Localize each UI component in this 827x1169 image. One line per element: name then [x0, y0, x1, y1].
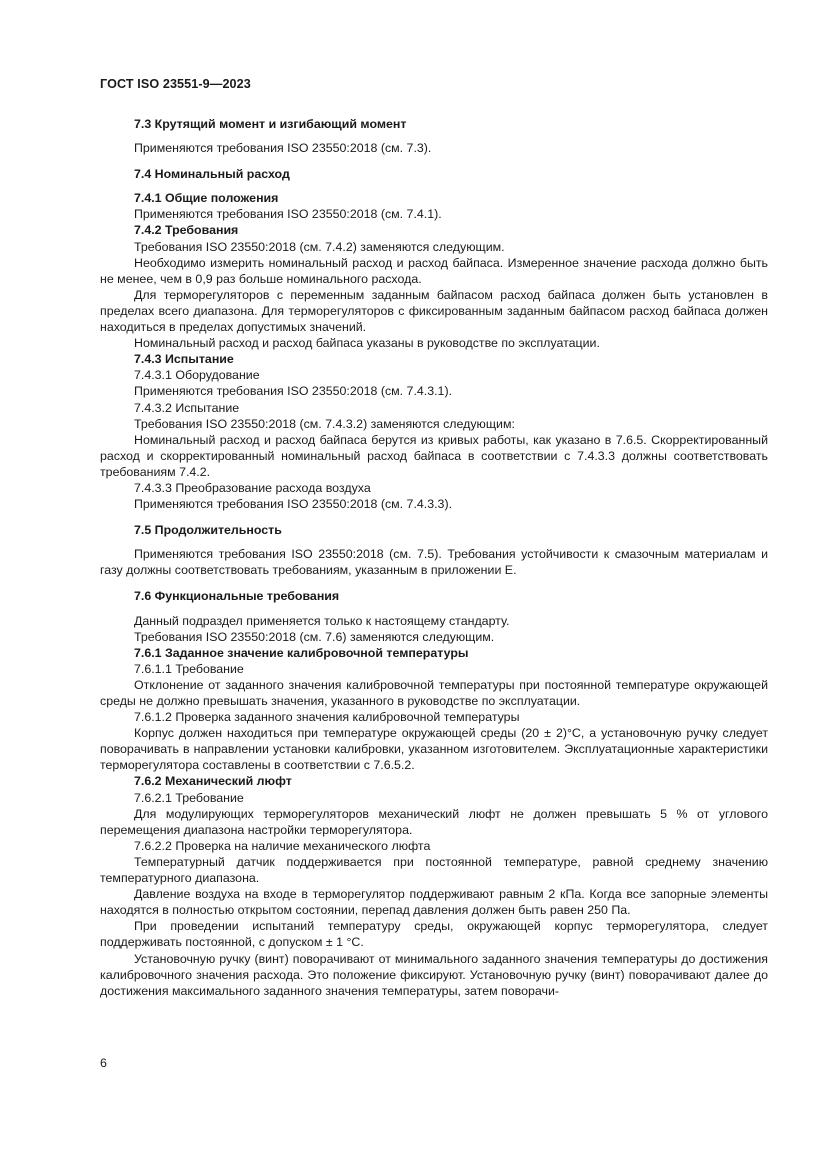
section-7-6-2-title: 7.6.2 Механический люфт — [134, 774, 292, 789]
paragraph: Отклонение от заданного значения калибровочной температуры при постоянной температуре окружающей среды не должно превышать значения, указанного в руководстве по эксплуатации. — [100, 677, 768, 708]
paragraph: Давление воздуха на входе в терморегулятор поддерживают равным 2 кПа. Когда все запорные элементы находятся в полностью открытом состоянии, перепад давления должен быть равен 250 Па. — [100, 887, 768, 918]
section-7-3-title: 7.3 Крутящий момент и изгибающий момент — [134, 117, 407, 131]
section-7-4-3-1-title: 7.4.3.1 Оборудование — [134, 368, 260, 383]
section-7-4-1-title: 7.4.1 Общие положения — [134, 191, 279, 206]
paragraph: Корпус должен находиться при температуре окружающей среды (20 ± 2)°С, а установочную ручку следует поворачивать в направлении установки калибровки, указанном изготовителем. Эксплуатационные характеристики терморегулятора составлены в соответствии с 7.6.5.2. — [100, 726, 768, 773]
paragraph: Установочную ручку (винт) поворачивают от минимального заданного значения температуры до достижения калибровочного значения расхода. Это положение фиксируют. Установочную ручку (винт) поворачивают далее до достижения максимального заданного значения температуры, затем поворачи- — [100, 951, 768, 998]
paragraph: Необходимо измерить номинальный расход и расход байпаса. Измеренное значение расхода должно быть не менее, чем в 0,9 раз больше номинального расхода. — [100, 255, 768, 286]
paragraph: Применяются требования ISO 23550:2018 (см. 7.4.1). — [134, 207, 442, 222]
section-7-6-2-2-title: 7.6.2.2 Проверка на наличие механического люфта — [134, 838, 431, 853]
section-7-6-1-1-title: 7.6.1.1 Требование — [134, 661, 244, 676]
section-7-4-title: 7.4 Номинальный расход — [134, 167, 290, 182]
paragraph: Применяются требования ISO 23550:2018 (см. 7.4.3.1). — [134, 384, 453, 399]
paragraph: Для терморегуляторов с переменным заданным байпасом расход байпаса должен быть установлен в пределах всего диапазона. Для терморегуляторов с фиксированным заданным байпасом расход байпаса должен находиться в пределах допустимых значений. — [100, 287, 768, 335]
paragraph: Требования ISO 23550:2018 (см. 7.4.3.2) заменяются следующим: — [134, 416, 515, 431]
section-7-5-title: 7.5 Продолжительность — [134, 523, 282, 538]
paragraph: Применяются требования ISO 23550:2018 (см. 7.5). Требования устойчивости к смазочным материалам и газу должны соответствовать требованиям, указанным в приложении E. — [100, 547, 768, 578]
paragraph: Требования ISO 23550:2018 (см. 7.6) заменяются следующим. — [134, 629, 495, 644]
section-7-6-1-title: 7.6.1 Заданное значение калибровочной температуры — [134, 645, 469, 660]
section-7-4-3-3-title: 7.4.3.3 Преобразование расхода воздуха — [134, 480, 371, 495]
section-7-4-3-2-title: 7.4.3.2 Испытание — [134, 400, 240, 415]
paragraph: Данный подраздел применяется только к настоящему стандарту. — [134, 613, 510, 628]
paragraph: Номинальный расход и расход байпаса указаны в руководстве по эксплуатации. — [134, 336, 600, 351]
paragraph: Требования ISO 23550:2018 (см. 7.4.2) заменяются следующим. — [134, 239, 505, 254]
document-code: ГОСТ ISO 23551-9—2023 — [100, 77, 251, 91]
paragraph: Номинальный расход и расход байпаса берутся из кривых работы, как указано в 7.6.5. Скорректированный расход и скорректированный номинальный расход байпаса в соответствии с 7.4.3.3 должны соответствовать требованиям 7.4.2. — [100, 432, 768, 479]
section-7-6-2-1-title: 7.6.2.1 Требование — [134, 790, 244, 805]
section-7-6-1-2-title: 7.6.1.2 Проверка заданного значения калибровочной температуры — [134, 710, 520, 725]
section-7-4-2-title: 7.4.2 Требования — [134, 223, 239, 238]
paragraph: Применяются требования ISO 23550:2018 (см. 7.4.3.3). — [134, 497, 453, 512]
page-number: 6 — [100, 1056, 107, 1070]
paragraph: Применяются требования ISO 23550:2018 (см. 7.3). — [134, 141, 432, 156]
document-body — [100, 116, 768, 999]
paragraph: Температурный датчик поддерживается при постоянной температуре, равной среднему значению температурного диапазона. — [100, 854, 768, 886]
paragraph: Для модулирующих терморегуляторов механический люфт не должен превышать 5 % от углового перемещения диапазона настройки терморегулятора. — [100, 806, 768, 837]
section-7-4-3-title: 7.4.3 Испытание — [134, 352, 234, 367]
paragraph: При проведении испытаний температуру среды, окружающей корпус терморегулятора, следует поддерживать постоянной, с допуском ± 1 °С. — [100, 919, 768, 950]
section-7-6-title: 7.6 Функциональные требования — [134, 589, 340, 604]
